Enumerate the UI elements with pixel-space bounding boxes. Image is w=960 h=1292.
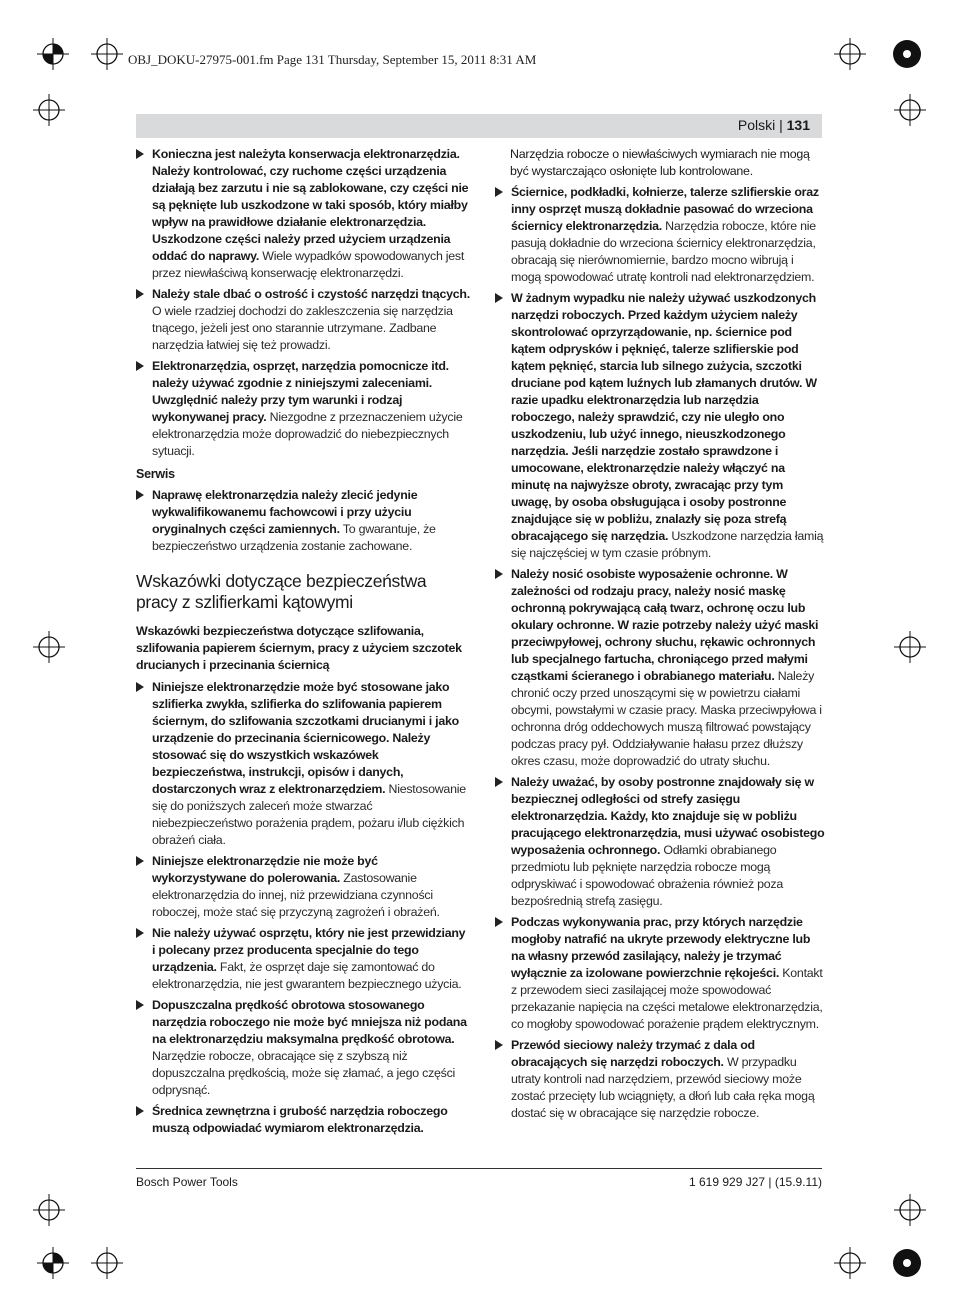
registration-mark-icon [833, 37, 867, 71]
list-item: Należy uważać, by osoby postronne znajdowały się w bezpiecznej odległości od strefy zasięgu elektronarzędzia. Każdy, kto znajduje się w pobliżu pracującego elektronarzędzia, musi używać osobistego wyposażenia ochronnego. Odłamki obrabianego przedmiotu lub pęknięte narzędzia robocze mogą odpryskiwać i spowodować obrażenia również poza bezpośrednią strefą zasięgu. [495, 774, 825, 910]
registration-mark-icon [32, 93, 66, 127]
page-header-bar [136, 114, 822, 138]
list-item: Podczas wykonywania prac, przy których narzędzie mogłoby natrafić na ukryte przewody elektryczne lub na własny przewód zasilający, należy je trzymać wyłącznie za izolowane powierzchnie rękojeści. Kontakt z przewodem sieci zasilającej może spowodować przekazanie napięcia na części metalowe elektronarzędzia, co mogłoby spowodować porażenie prądem elektrycznym. [495, 914, 825, 1033]
page-label [738, 117, 810, 133]
list-item: Należy nosić osobiste wyposażenie ochronne. W zależności od rodzaju pracy, należy nosić maskę ochronną pokrywającą całą twarz, ochronę oczu lub okulary ochronne. W razie potrzeby należy użyć maski przeciwpyłowej, ochrony słuchu, rękawic ochronnych lub specjalnego fartucha, chroniącego przed małymi cząstkami ścieranego i obrabianego materiału. Należy chronić oczy przed unoszącymi się w powietrzu ciałami obcymi, powstałymi w czasie pracy. Maska przeciwpyłowa i ochronna dróg oddechowych muszą filtrować powstający podczas pracy pył. Oddziaływanie hałasu przez dłuższy okres czasu, może doprowadzić do utraty słuchu. [495, 566, 825, 770]
section-heading-serwis: Serwis [136, 467, 175, 481]
continuation-text: Narzędzia robocze o niewłaściwych wymiarach nie mogą być wystarczająco osłonięte lub kontrolowane. [510, 147, 810, 178]
section-heading: Wskazówki dotyczące bezpieczeństwa pracy z szlifierkami kątowymi [136, 571, 427, 612]
page-number: 131 [786, 117, 810, 133]
list-item: Naprawę elektronarzędzia należy zlecić jedynie wykwalifikowanemu fachowcowi i przy użyciu oryginalnych części zamiennych. To gwarantuje, że bezpieczeństwo urządzenia zostanie zachowane. [136, 487, 471, 555]
print-header: OBJ_DOKU-27975-001.fm Page 131 Thursday, September 15, 2011 8:31 AM [128, 52, 537, 67]
registration-mark-icon [36, 37, 70, 71]
list-item: Niniejsze elektronarzędzie nie może być wykorzystywane do polerowania. Zastosowanie elektronarzędzia do innej, niż przewidziana czynności roboczej, może stać się przyczyną zagrożeń i obrażeń. [136, 853, 471, 921]
left-column [136, 146, 471, 1141]
bullet-arrow-icon [136, 1000, 144, 1010]
registration-mark-icon [890, 37, 924, 71]
list-item: Elektronarzędzia, osprzęt, narzędzia pomocnicze itd. należy używać zgodnie z niniejszymi zaleceniami. Uwzględnić należy przy tym warunki i rodzaj wykonywanej pracy. Niezgodne z przeznaczeniem użycie elektronarzędzia może doprowadzić do niebezpiecznych sytuacji. [136, 358, 471, 460]
bullet-arrow-icon [495, 777, 503, 787]
bullet-arrow-icon [136, 682, 144, 692]
bullet-arrow-icon [136, 149, 144, 159]
bullet-arrow-icon [136, 1106, 144, 1116]
subsection-heading: Wskazówki bezpieczeństwa dotyczące szlifowania, szlifowania papierem ściernym, pracy z użyciem szczotek drucianych i przecinania ściernicą [136, 624, 462, 672]
bullet-arrow-icon [495, 293, 503, 303]
list-item: Przewód sieciowy należy trzymać z dala od obracających się narzędzi roboczych. W przypadku utraty kontroli nad narzędziem, przewód sieciowy może zostać przecięty lub wciągnięty, a dłoń lub cała ręka mogą dostać się w obracające się narzędzie robocze. [495, 1037, 825, 1122]
list-item: W żadnym wypadku nie należy używać uszkodzonych narzędzi roboczych. Przed każdym użyciem należy skontrolować oprzyrządowanie, np. ściernice pod kątem odprysków i pęknięć, talerze szlifierskie pod kątem pęknięć, starcia lub silnego zużycia, szczotki druciane pod kątem luźnych lub złamanych drutów. W razie upadku elektronarzędzia lub narzędzia roboczego, należy sprawdzić, czy nie uległo ono uszkodzeniu, lub użyć innego, nieuszkodzonego narzędzia. Jeśli narzędzie zostało sprawdzone i umocowane, elektronarzędzie należy włączyć na minutę na najwyższe obroty, zwracając przy tym uwagę, by osoba obsługująca i osoby postronne znajdujące się w pobliżu, znalazły się poza strefą obracającego się narzędzia. Uszkodzone narzędzia łamią się najczęściej w tym czasie próbnym. [495, 290, 825, 562]
registration-mark-icon [32, 630, 66, 664]
registration-mark-icon [32, 1193, 66, 1227]
registration-mark-icon [90, 37, 124, 71]
registration-mark-icon [893, 630, 927, 664]
list-item: Nie należy używać osprzętu, który nie jest przewidziany i polecany przez producenta specjalnie do tego urządzenia. Fakt, że osprzęt daje się zamontować do elektronarzędzia, nie jest gwarantem bezpiecznego użycia. [136, 925, 471, 993]
bullet-arrow-icon [136, 928, 144, 938]
registration-mark-icon [893, 93, 927, 127]
list-item: Konieczna jest należyta konserwacja elektronarzędzia. Należy kontrolować, czy ruchome części urządzenia działają bez zarzutu i nie są zablokowane, czy części nie są pęknięte lub uszkodzone w taki sposób, który miałby wpływ na prawidłowe działanie elektronarzędzia. Uszkodzone części należy przed użyciem urządzenia oddać do naprawy. Wiele wypadków spowodowanych jest przez niewłaściwą konserwację elektronarzędzi. [136, 146, 471, 282]
registration-mark-icon [893, 1193, 927, 1227]
bullet-arrow-icon [136, 361, 144, 371]
bullet-arrow-icon [495, 917, 503, 927]
footer-divider [136, 1168, 822, 1169]
bullet-arrow-icon [136, 490, 144, 500]
bullet-arrow-icon [495, 569, 503, 579]
registration-mark-icon [90, 1246, 124, 1280]
list-item: Ściernice, podkładki, kołnierze, talerze szlifierskie oraz inny osprzęt muszą dokładnie pasować do wrzeciona ściernicy elektronarzędzia. Narzędzia robocze, które nie pasują dokładnie do wrzeciona ściernicy elektronarzędzia, obracają się nierównomiernie, bardzo mocno wibrują i mogą spowodować utratę kontroli nad elektronarzędziem. [495, 184, 825, 286]
bullet-arrow-icon [136, 856, 144, 866]
bullet-arrow-icon [136, 289, 144, 299]
registration-mark-icon [36, 1246, 70, 1280]
list-item: Niniejsze elektronarzędzie może być stosowane jako szlifierka zwykła, szlifierka do szlifowania papierem ściernym, do szlifowania szczotkami drucianymi i jako urządzenie do przecinania ściernicowego. Należy stosować się do wszystkich wskazówek bezpieczeństwa, instrukcji, opisów i danych, dostarczonych wraz z elektronarzędziem. Niestosowanie się do poniższych zaleceń może stwarzać niebezpieczeństwo porażenia prądem, pożaru i/lub ciężkich obrażeń ciała. [136, 679, 471, 849]
registration-mark-icon [890, 1246, 924, 1280]
list-item: Należy stale dbać o ostrość i czystość narzędzi tnących. O wiele rzadziej dochodzi do zakleszczenia się narzędzia tnącego, jeżeli jest ono starannie utrzymane. Zadbane narzędzia łatwiej się też prowadzi. [136, 286, 471, 354]
page-language: Polski | [737, 117, 783, 133]
list-item: Dopuszczalna prędkość obrotowa stosowanego narzędzia roboczego nie może być mniejsza niż podana na elektronarzędziu maksymalna prędkość obrotowa. Narzędzie robocze, obracające się z szybszą niż dopuszczalna prędkością, może się złamać, a jego części odprysnąć. [136, 997, 471, 1099]
bullet-arrow-icon [495, 1040, 503, 1050]
footer-brand: Bosch Power Tools [136, 1175, 238, 1189]
right-column [495, 146, 825, 1126]
list-item: Średnica zewnętrzna i grubość narzędzia roboczego muszą odpowiadać wymiarom elektronarzędzia. [136, 1103, 471, 1137]
footer-doc-code: 1 619 929 J27 | (15.9.11) [689, 1175, 822, 1189]
bullet-arrow-icon [495, 187, 503, 197]
registration-mark-icon [833, 1246, 867, 1280]
